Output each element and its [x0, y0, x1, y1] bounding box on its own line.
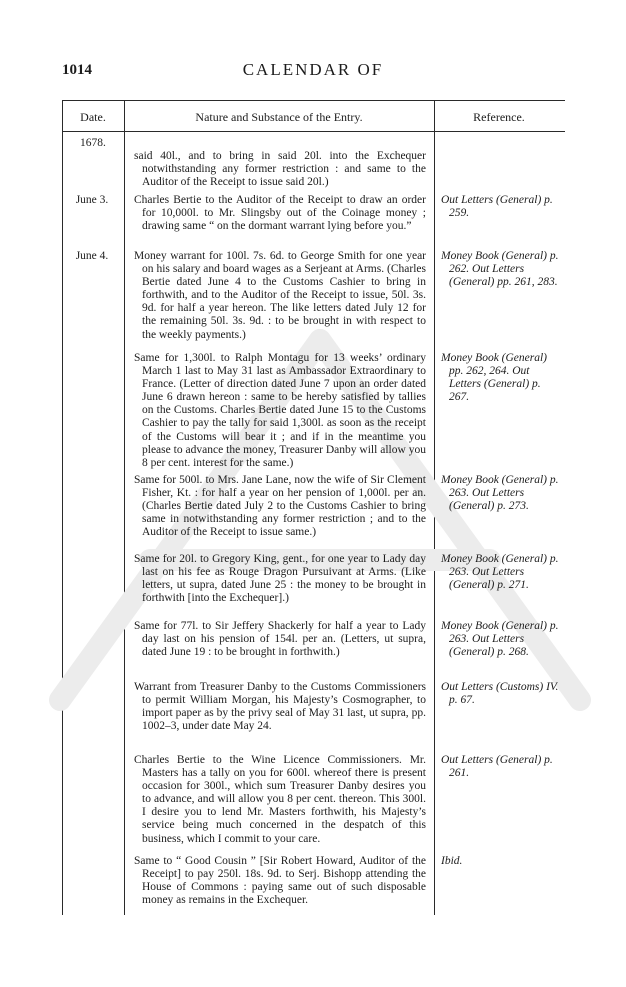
entry-text: Money warrant for 100l. 7s. 6d. to George Smith for one year on his salary and board wages as a Serjeant at Arms. (Charles Bertie dated June 4 to the Customs Cashier to bring in forthwith, and to the Auditor of the Receipt to issue, 50l. 3s. 9d. for half a year hereon. The like letters dated July 12 for the remaining 50l. 3s. 9d. : to be brought in with respect to the weekly payments.) [134, 250, 426, 341]
entry-reference: Money Book (General) p. 263. Out Letters (General) p. 268. [441, 620, 559, 659]
entry-text: Charles Bertie to the Auditor of the Receipt to draw an order for 10,000l. to Mr. Slingsby out of the Coinage money ; drawing same “ on the dormant warrant lying before you.” [134, 194, 426, 233]
entry-text: Charles Bertie to the Wine Licence Commissioners. Mr. Masters has a tally on you for 600l. whereof there is present occasion for 300l., which sum Treasurer Danby desires you to advance, and will allow you 8 per cent. thereon. This 300l. I desire you to lend Mr. Masters forthwith, his Majesty’s service being much concerned in the despatch of this business, which I commit to your care. [134, 754, 426, 845]
table-top-rule [62, 100, 565, 101]
date-column-divider [124, 100, 125, 915]
entry-column-header: Nature and Substance of the Entry. [195, 110, 363, 124]
entry-reference: Money Book (General) p. 262. Out Letters (General) pp. 261, 283. [441, 250, 559, 289]
entry-reference: Out Letters (Customs) IV. p. 67. [441, 681, 559, 707]
reference-column-header: Reference. [473, 110, 525, 124]
entry-date: June 3. [75, 194, 109, 206]
table-left-border [62, 100, 63, 915]
entry-date: June 4. [75, 250, 109, 262]
entry-text: Same for 20l. to Gregory King, gent., for one year to Lady day last on his fee as Rouge Dragon Pursuivant at Arms. (Like letters, ut supra, dated June 25 : the money to be brought in forthwith [into the Exchequer].) [134, 553, 426, 605]
entry-text: Warrant from Treasurer Danby to the Customs Commissioners to permit William Morgan, his Majesty’s Cosmographer, to import paper as by the privy seal of May 31 last, ut supra, pp. 1002–3, under date May 24. [134, 681, 426, 733]
table-header-rule [62, 131, 565, 132]
entry-text: said 40l., and to bring in said 20l. into the Exchequer notwithstanding any former restriction : and same to the Auditor of the Receipt to issue said 20l.) [134, 150, 426, 189]
entry-reference: Out Letters (General) p. 261. [441, 754, 553, 780]
entry-reference: Money Book (General) pp. 262, 264. Out Letters (General) p. 267. [441, 352, 548, 404]
entry-reference: Money Book (General) p. 263. Out Letters (General) p. 271. [441, 553, 559, 592]
running-title: CALENDAR OF [242, 60, 384, 79]
entry-reference: Ibid. [441, 855, 463, 867]
year-label: 1678. [80, 137, 106, 149]
entry-text: Same for 1,300l. to Ralph Montagu for 13 weeks’ ordinary March 1 last to May 31 last as Ambassador Extraordinary to France. (Letter of direction dated June 7 upon an order dated June 6 drawn hereon : same to be hereby satisfied by tallies on the Customs. Charles Bertie dated June 15 to the Customs Cashier to pay the tally for said 1,300l. as soon as the receipt of the Customs will bear it ; and if in the meantime you please to advance the money, Treasurer Danby will allow you 8 per cent. interest for the same.) [134, 352, 426, 469]
page-header [62, 60, 564, 82]
entry-text: Same for 500l. to Mrs. Jane Lane, now the wife of Sir Clement Fisher, Kt. : for half a year on her pension of 1,000l. per an. (Charles Bertie dated July 2 to the Customs Cashier to bring same in notwithstanding any former restriction ; and to the Auditor of the Receipt to issue same.) [134, 474, 426, 539]
reference-column-divider [434, 100, 435, 915]
entry-text: Same to “ Good Cousin ” [Sir Robert Howard, Auditor of the Receipt] to pay 250l. 18s. 9d. to Serj. Bishopp attending the House of Commons : paying same out of such disposable money as remains in the Exchequer. [134, 855, 426, 907]
entry-reference: Out Letters (General) p. 259. [441, 194, 553, 220]
entry-reference: Money Book (General) p. 263. Out Letters (General) p. 273. [441, 474, 559, 513]
page-number: 1014 [62, 62, 92, 78]
date-column-header: Date. [80, 110, 106, 124]
entry-text: Same for 77l. to Sir Jeffery Shackerly for half a year to Lady day last on his pension of 154l. per an. (Letters, ut supra, dated June 19 : to be brought in forthwith.) [134, 620, 426, 659]
